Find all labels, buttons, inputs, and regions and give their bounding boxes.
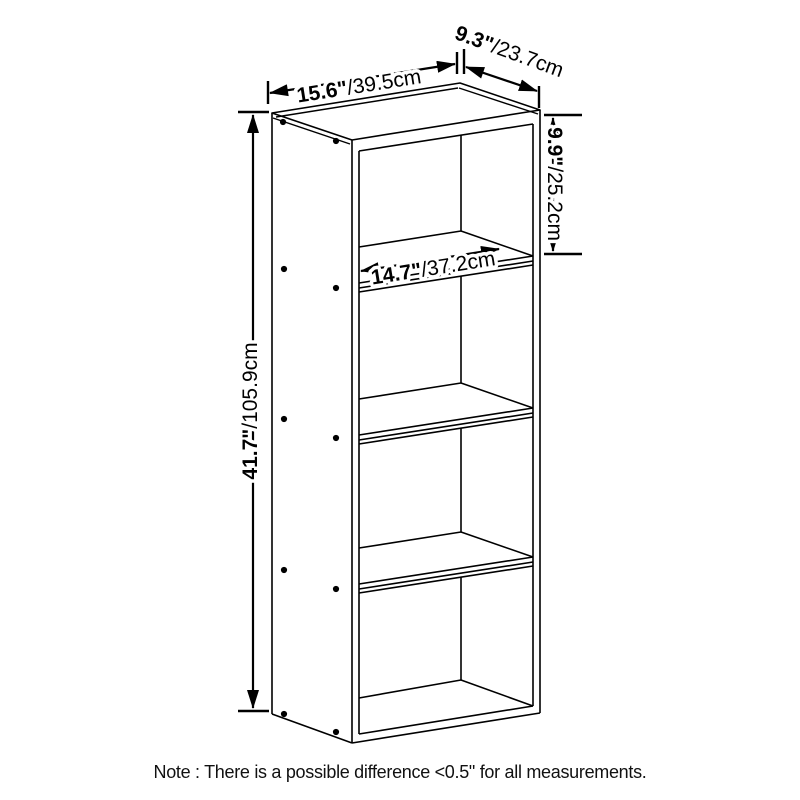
dimension-width-label [295, 65, 423, 107]
depth-inches: 9.3" [451, 21, 497, 57]
shelf-3 [359, 532, 533, 593]
dimension-shelf-width [361, 247, 499, 289]
cam-holes [280, 119, 339, 735]
dimension-line [466, 67, 537, 91]
dimension-depth [452, 22, 567, 108]
width-inches: 15.6" [295, 76, 350, 108]
dimension-depth-label [452, 22, 567, 83]
height-metric: /105.9cm [239, 342, 262, 429]
width-metric: /39.5cm [345, 65, 423, 100]
bookcase-left-panel [272, 113, 352, 743]
shelf-2 [359, 383, 533, 444]
shelf-width-inches: 14.7" [369, 258, 424, 290]
compartment-inches: 9.9" [543, 127, 566, 167]
measurement-note: Note : There is a possible difference <0.5" for all measurements. [153, 762, 647, 782]
dimension-compartment-height [543, 115, 582, 254]
bottom-panel [359, 680, 533, 734]
dimension-compartment-label [543, 127, 566, 241]
bookcase-drawing [272, 83, 540, 743]
shelf-width-metric: /37.2cm [419, 247, 497, 282]
dimension-height-label [239, 342, 262, 479]
dimension-height [238, 112, 269, 711]
height-inches: 41.7" [239, 428, 262, 480]
depth-metric: /23.7cm [488, 35, 567, 83]
dimension-shelf-width-label [369, 247, 497, 289]
compartment-metric: /25.2cm [543, 166, 566, 241]
